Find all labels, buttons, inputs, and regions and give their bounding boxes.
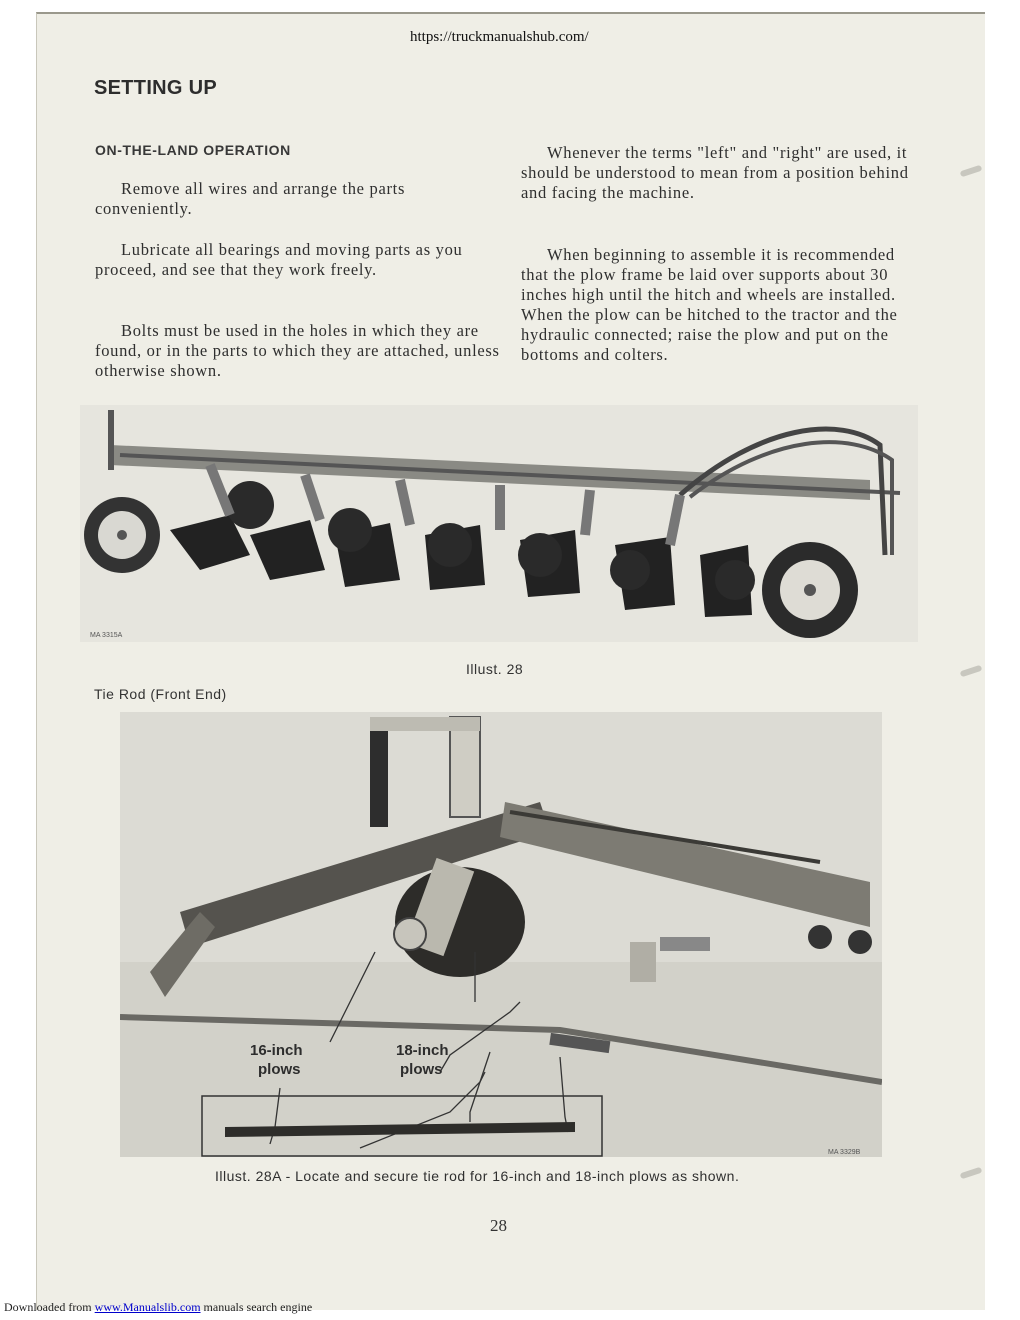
paragraph-bolts: Bolts must be used in the holes in which they are found, or in the parts to which they are attached, unless otherwise shown. bbox=[95, 321, 500, 380]
footer-suffix: manuals search engine bbox=[203, 1300, 313, 1314]
paragraph-lubricate: Lubricate all bearings and moving parts as you proceed, and see that they work freely. bbox=[95, 240, 463, 279]
download-footer bbox=[4, 1300, 312, 1315]
plow-illustration bbox=[80, 405, 918, 642]
callout-18-inch: 18-inch bbox=[396, 1042, 449, 1059]
paragraph-remove-wires: Remove all wires and arrange the parts conveniently. bbox=[95, 179, 406, 218]
tie-rod-photo bbox=[120, 712, 882, 1157]
photo-code: MA 3315A bbox=[90, 632, 123, 639]
page-number: 28 bbox=[490, 1216, 507, 1235]
illustration-28-caption: Illust. 28 bbox=[466, 661, 524, 677]
footer-prefix: Downloaded from bbox=[4, 1300, 92, 1314]
photo-code: MA 3329B bbox=[828, 1149, 861, 1156]
paragraph-left-right: Whenever the terms "left" and "right" are used, it should be understood to mean from a position behind and facing the machine. bbox=[521, 143, 909, 202]
subheading: ON-THE-LAND OPERATION bbox=[95, 142, 291, 158]
source-url[interactable]: https://truckmanualshub.com/ bbox=[410, 29, 589, 45]
callout-16-plows: plows bbox=[258, 1061, 301, 1078]
paragraph-assemble: When beginning to assemble it is recommended that the plow frame be laid over supports about 30 inches high until the hitch and wheels are installed. When the plow can be hitched to the tractor and the hydraulic connected; raise the plow and put on the bottoms and colters. bbox=[521, 245, 898, 364]
illustration-28a-caption: Illust. 28A - Locate and secure tie rod for 16-inch and 18-inch plows as shown. bbox=[215, 1168, 740, 1184]
tie-rod-illustration bbox=[120, 712, 882, 1157]
callout-18-plows: plows bbox=[400, 1061, 443, 1078]
section-title: SETTING UP bbox=[94, 77, 218, 99]
callout-16-inch: 16-inch bbox=[250, 1042, 303, 1059]
figure-label: Tie Rod (Front End) bbox=[94, 686, 227, 702]
plow-photo bbox=[80, 405, 918, 642]
manualslib-link[interactable]: www.Manualslib.com bbox=[94, 1300, 201, 1314]
